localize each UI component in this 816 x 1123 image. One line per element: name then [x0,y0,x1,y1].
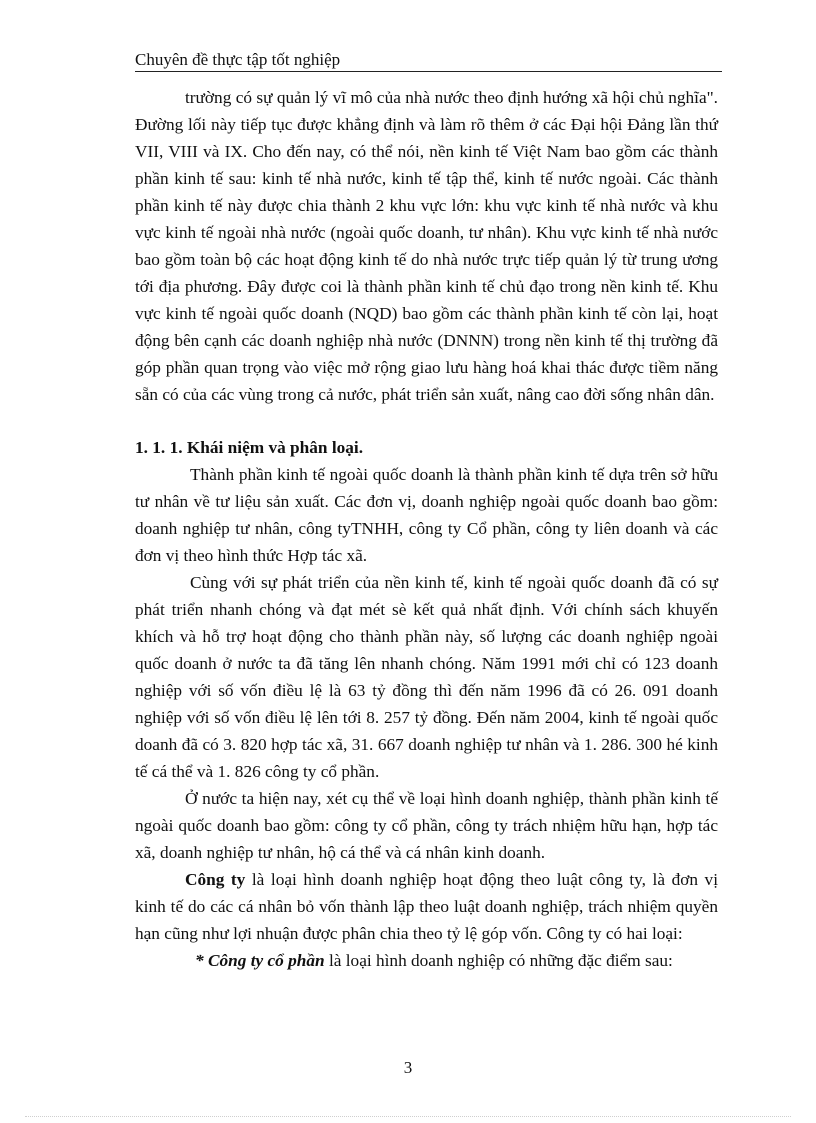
paragraph-company [135,866,718,947]
paragraph-intro: trường có sự quản lý vĩ mô của nhà nước theo định hướng xã hội chủ nghĩa". Đường lối này tiếp tục được khẳng định và làm rõ thêm ở các Đại hội Đảng lần thứ VII, VIII và IX. Cho đến nay, có thể nói, nền kinh tế Việt Nam bao gồm các thành phần kinh tế sau: kinh tế nhà nước, kinh tế tập thể, kinh tế nước ngoài. Các thành phần kinh tế này được chia thành 2 khu vực lớn: khu vực kinh tế nhà nước và khu vực kinh tế ngoài nhà nước (ngoài quốc doanh, tư nhân). Khu vực kinh tế nhà nước bao gồm toàn bộ các hoạt động kinh tế do nhà nước trực tiếp quản lý từ trung ương tới địa phương. Đây được coi là thành phần kinh tế chủ đạo trong nền kinh tế. Khu vực kinh tế ngoài quốc doanh (NQD) bao gồm các thành phần kinh tế còn lại, hoạt động bên cạnh các doanh nghiệp nhà nước (DNNN) trong nền kinh tế thị trường đã góp phần quan trọng vào việc mở rộng giao lưu hàng hoá khai thác được tiềm năng sẵn có của các vùng trong cả nước, phát triển sản xuất, nâng cao đời sống nhân dân. [135,88,718,404]
header-divider [135,71,722,72]
page-bottom-border [25,1116,791,1117]
joint-stock-definition: là loại hình doanh nghiệp có những đặc điểm sau: [324,951,673,970]
page-header-title: Chuyên đề thực tập tốt nghiệp [135,50,341,69]
joint-stock-term: * Công ty cổ phần [195,951,325,970]
document-body [135,84,718,974]
page-number: 3 [403,1058,413,1077]
paragraph-definition: Thành phần kinh tế ngoài quốc doanh là thành phần kinh tế dựa trên sở hữu tư nhân về tư liệu sản xuất. Các đơn vị, doanh nghiệp ngoài quốc doanh bao gồm: doanh nghiệp tư nhân, công tyTNHH, công ty Cổ phần, công ty liên doanh và các đơn vị theo hình thức Hợp tác xã. [135,465,718,565]
paragraph-joint-stock [135,947,718,974]
paragraph-types: Ở nước ta hiện nay, xét cụ thể về loại hình doanh nghiệp, thành phần kinh tế ngoài quốc doanh bao gồm: công ty cổ phần, công ty trách nhiệm hữu hạn, hợp tác xã, doanh nghiệp tư nhân, hộ cá thể và cá nhân kinh doanh. [135,789,718,862]
section-heading: 1. 1. 1. Khái niệm và phân loại. [135,438,364,457]
paragraph-gap [135,408,718,434]
company-term: Công ty [185,870,246,889]
company-definition: là loại hình doanh nghiệp hoạt động theo luật công ty, là đơn vị kinh tế do các cá nhân bỏ vốn thành lập theo luật doanh nghiệp, trách nhiệm quyền hạn cũng như lợi nhuận được phân chia theo tỷ lệ góp vốn. Công ty có hai loại: [135,870,719,943]
paragraph-development: Cùng với sự phát triển của nền kinh tế, kinh tế ngoài quốc doanh đã có sự phát triển nhanh chóng và đạt mét sè kết quả nhất định. Với chính sách khuyến khích và hỗ trợ hoạt động cho thành phần này, số lượng các doanh nghiệp ngoài quốc doanh ở nước ta đã tăng lên nhanh chóng. Năm 1991 mới chỉ có 123 doanh nghiệp với số vốn điều lệ là 63 tỷ đồng thì đến năm 1996 đã có 26. 091 doanh nghiệp với số vốn điều lệ lên tới 8. 257 tỷ đồng. Đến năm 2004, kinh tế ngoài quốc doanh đã có 3. 820 hợp tác xã, 31. 667 doanh nghiệp tư nhân và 1. 286. 300 hé kinh tế cá thể và 1. 826 công ty cổ phần. [135,573,718,781]
